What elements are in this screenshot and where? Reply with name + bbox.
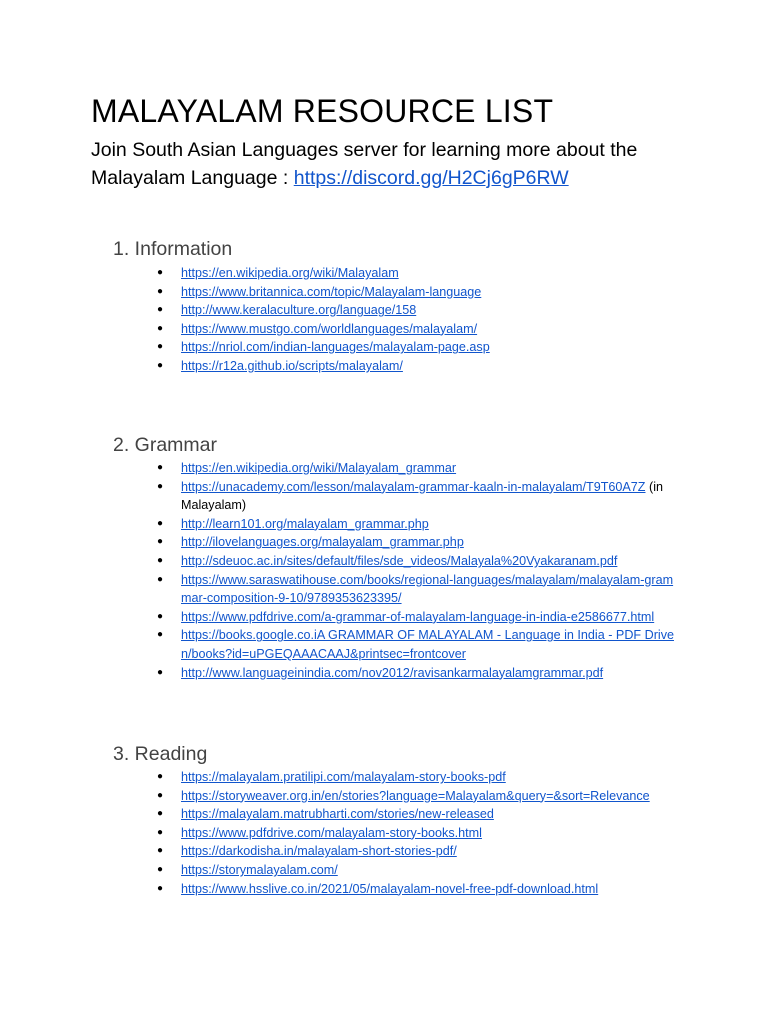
resource-link[interactable]: https://storymalayalam.com/ bbox=[181, 862, 338, 877]
list-item bbox=[0, 283, 681, 302]
resource-link[interactable]: https://www.saraswatihouse.com/books/regional-languages/malayalam/malayalam-grammar-composition-9-10/9789353623395/ bbox=[181, 572, 674, 606]
resource-link[interactable]: http://sdeuoc.ac.in/sites/default/files/sde_videos/Malayala%20Vyakaranam.pdf bbox=[181, 553, 618, 568]
section-heading-information: 1. Information bbox=[113, 238, 233, 260]
resource-link[interactable]: https://en.wikipedia.org/wiki/Malayalam_grammar bbox=[181, 461, 457, 475]
resource-link[interactable]: https://www.britannica.com/topic/Malayalam-language bbox=[181, 284, 482, 299]
section-heading-grammar: 2. Grammar bbox=[113, 434, 218, 456]
list-item bbox=[0, 301, 681, 320]
resource-link[interactable]: http://www.languageinindia.com/nov2012/ravisankarmalayalamgrammar.pdf bbox=[181, 665, 604, 680]
list-item bbox=[0, 880, 681, 899]
list-item bbox=[0, 608, 681, 627]
section-heading-reading: 3. Reading bbox=[113, 743, 208, 765]
resource-link[interactable]: https://www.mustgo.com/worldlanguages/malayalam/ bbox=[181, 321, 478, 336]
list-item bbox=[0, 805, 681, 824]
list-item bbox=[0, 842, 681, 861]
resource-link[interactable]: http://ilovelanguages.org/malayalam_grammar.php bbox=[181, 535, 464, 550]
list-item bbox=[0, 515, 681, 534]
list-item bbox=[0, 459, 681, 478]
list-item bbox=[0, 320, 681, 339]
resource-link[interactable]: https://storyweaver.org.in/en/stories?language=Malayalam&query=&sort=Relevance bbox=[181, 788, 650, 803]
resource-link[interactable]: https://unacademy.com/lesson/malayalam-grammar-kaaln-in-malayalam/T9T60A7Z bbox=[181, 479, 646, 494]
list-item bbox=[0, 533, 681, 552]
list-item bbox=[0, 664, 681, 683]
resource-link[interactable]: https://en.wikipedia.org/wiki/Malayalam bbox=[181, 266, 399, 280]
section-list-grammar bbox=[0, 459, 768, 682]
resource-link[interactable]: https://r12a.github.io/scripts/malayalam/ bbox=[181, 358, 403, 373]
list-item bbox=[0, 861, 681, 880]
list-item bbox=[0, 552, 681, 571]
resource-link[interactable]: https://www.pdfdrive.com/malayalam-story-books.html bbox=[181, 825, 482, 840]
page-title: MALAYALAM RESOURCE LIST bbox=[91, 93, 554, 129]
intro-paragraph bbox=[91, 136, 731, 192]
list-item bbox=[0, 768, 681, 787]
list-item bbox=[0, 478, 681, 515]
list-item bbox=[0, 626, 681, 663]
resource-link[interactable]: https://darkodisha.in/malayalam-short-stories-pdf/ bbox=[181, 844, 457, 859]
list-item bbox=[0, 264, 681, 283]
resource-link[interactable]: https://nriol.com/indian-languages/malayalam-page.asp bbox=[181, 340, 490, 355]
resource-link[interactable]: https://www.pdfdrive.com/a-grammar-of-malayalam-language-in-india-e2586677.html bbox=[181, 609, 655, 624]
intro-text: Join South Asian Languages server for learning more about the Malayalam Language : bbox=[91, 139, 638, 189]
section-list-information bbox=[0, 264, 768, 376]
list-item bbox=[0, 338, 681, 357]
list-item bbox=[0, 824, 681, 843]
resource-note: (in Malayalam) bbox=[181, 479, 664, 513]
resource-link[interactable]: https://www.hsslive.co.in/2021/05/malayalam-novel-free-pdf-download.html bbox=[181, 881, 599, 896]
resource-link[interactable]: https://malayalam.pratilipi.com/malayalam-story-books-pdf bbox=[181, 770, 506, 784]
resource-link[interactable]: http://www.keralaculture.org/language/158 bbox=[181, 303, 417, 318]
list-item bbox=[0, 357, 681, 376]
list-item bbox=[0, 787, 681, 806]
section-list-reading bbox=[0, 768, 768, 898]
resource-link[interactable]: https://books.google.co.iA GRAMMAR OF MALAYALAM - Language in India - PDF Driven/books?id=uPGEQAAACAAJ&printsec=frontcover bbox=[181, 628, 674, 661]
resource-link[interactable]: https://malayalam.matrubharti.com/stories/new-released bbox=[181, 807, 494, 822]
list-item bbox=[0, 571, 681, 608]
discord-link[interactable]: https://discord.gg/H2Cj6gP6RW bbox=[293, 167, 569, 189]
resource-link[interactable]: http://learn101.org/malayalam_grammar.php bbox=[181, 516, 429, 531]
